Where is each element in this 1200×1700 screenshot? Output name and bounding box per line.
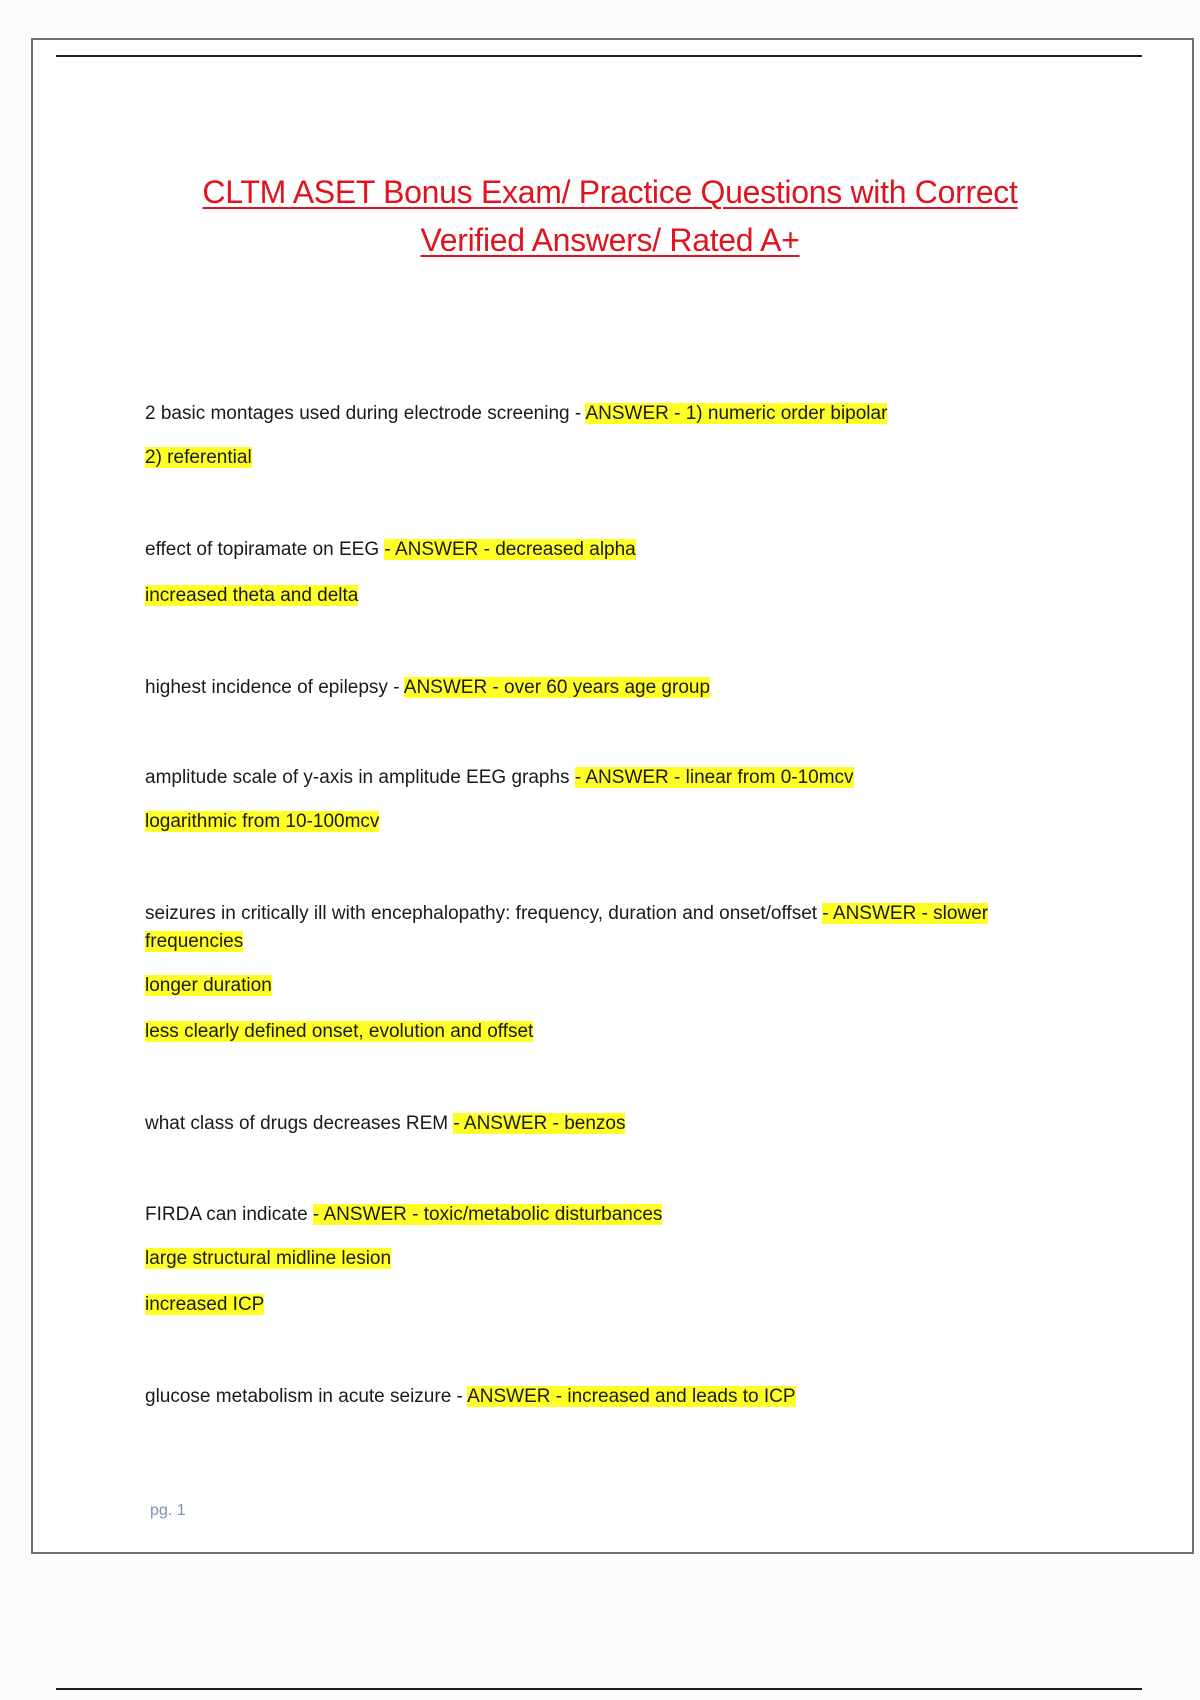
document-title bbox=[120, 168, 1100, 264]
qa-question-row bbox=[145, 400, 1065, 428]
answer-line bbox=[145, 1018, 1065, 1046]
next-page-header-rule bbox=[56, 1688, 1142, 1690]
qa-item-8 bbox=[145, 1383, 1065, 1411]
qa-question-row bbox=[145, 1110, 1065, 1138]
qa-item-1 bbox=[145, 400, 1065, 472]
qa-item-3 bbox=[145, 674, 1065, 702]
answer-text: increased ICP bbox=[145, 1294, 265, 1315]
answer-line bbox=[145, 972, 1065, 1000]
answer-text: less clearly defined onset, evolution and offset bbox=[145, 1021, 534, 1042]
title-line-1: CLTM ASET Bonus Exam/ Practice Questions with Correct bbox=[202, 174, 1018, 210]
qa-question-row bbox=[145, 536, 1065, 564]
answer-text: - ANSWER - toxic/metabolic disturbances bbox=[312, 1204, 663, 1225]
answer-text: - ANSWER - decreased alpha bbox=[384, 539, 636, 560]
qa-item-2 bbox=[145, 536, 1065, 610]
question-text: 2 basic montages used during electrode screening - bbox=[145, 403, 586, 424]
answer-line bbox=[145, 808, 1065, 836]
header-rule bbox=[56, 55, 1142, 57]
qa-question-row bbox=[145, 900, 1065, 928]
title-line-2: Verified Answers/ Rated A+ bbox=[420, 222, 800, 258]
answer-text: longer duration bbox=[145, 975, 272, 996]
question-text: amplitude scale of y-axis in amplitude EEG graphs bbox=[145, 767, 575, 788]
qa-item-6 bbox=[145, 1110, 1065, 1138]
question-text: what class of drugs decreases REM bbox=[145, 1113, 454, 1134]
answer-text: ANSWER - increased and leads to ICP bbox=[467, 1386, 796, 1407]
answer-text: 2) referential bbox=[145, 447, 252, 468]
question-text: FIRDA can indicate bbox=[145, 1204, 313, 1225]
answer-text: - ANSWER - slower bbox=[822, 903, 989, 924]
qa-question-row bbox=[145, 674, 1065, 702]
answer-text: ANSWER - 1) numeric order bipolar bbox=[585, 403, 888, 424]
qa-item-7 bbox=[145, 1201, 1065, 1319]
qa-question-row bbox=[145, 1383, 1065, 1411]
question-text: seizures in critically ill with encephalopathy: frequency, duration and onset/offset bbox=[145, 903, 823, 924]
answer-text: large structural midline lesion bbox=[145, 1248, 392, 1269]
page-number: pg. 1 bbox=[150, 1502, 186, 1519]
answer-text: increased theta and delta bbox=[145, 585, 359, 606]
answer-text: - ANSWER - linear from 0-10mcv bbox=[574, 767, 854, 788]
qa-question-row bbox=[145, 1201, 1065, 1229]
answer-text: frequencies bbox=[145, 931, 244, 952]
question-text: glucose metabolism in acute seizure - bbox=[145, 1386, 468, 1407]
answer-text: ANSWER - over 60 years age group bbox=[403, 677, 711, 698]
answer-line bbox=[145, 928, 1065, 956]
question-text: effect of topiramate on EEG bbox=[145, 539, 385, 560]
qa-item-4 bbox=[145, 764, 1065, 836]
answer-line bbox=[145, 444, 1065, 472]
qa-item-5 bbox=[145, 900, 1065, 1046]
answer-line bbox=[145, 1245, 1065, 1273]
answer-line bbox=[145, 582, 1065, 610]
qa-question-row bbox=[145, 764, 1065, 792]
question-text: highest incidence of epilepsy - bbox=[145, 677, 404, 698]
answer-line bbox=[145, 1291, 1065, 1319]
answer-text: - ANSWER - benzos bbox=[453, 1113, 626, 1134]
answer-text: logarithmic from 10-100mcv bbox=[145, 811, 380, 832]
